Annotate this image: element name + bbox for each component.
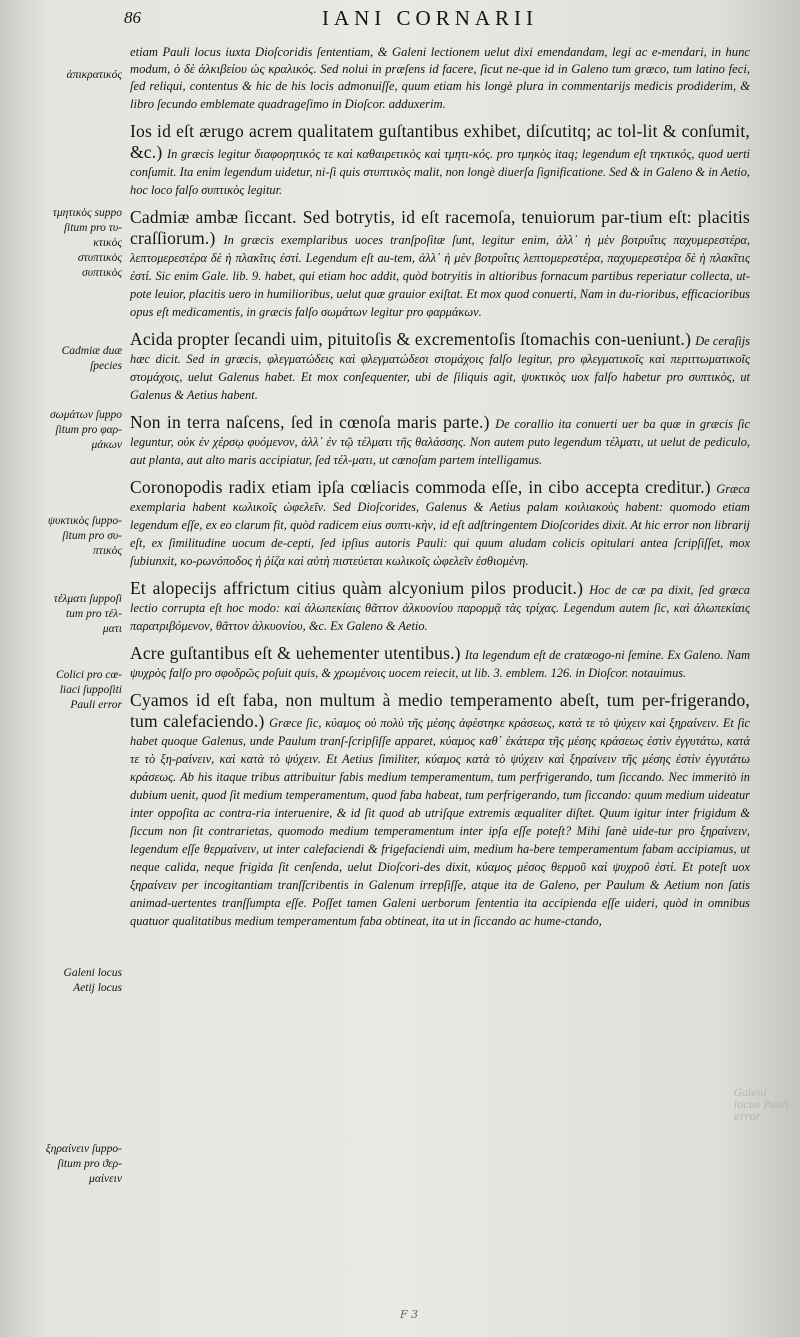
margin-note bbox=[6, 206, 122, 281]
commentary-text: In græcis exemplaribus uoces tranſpoſitæ ſunt, legitur enim, ἀλλ᾽ ἡ μὲν βοτρυΐτις παχυμερεστέρα, λεπτομερεστέρα δὲ ἡ πλακῖτις ἐστί. Legendum eſt au-tem, ἀλλ᾽ ἡ μὲν βοτρυΐτις λεπτομερεστέρα, παχυμερεστέρα δὲ ἡ πλακῖτις ἐστί. Sic enim Gale. lib. 9. habet, qui etiam hoc addit, quòd botryitis in altioribus fornacum partibus reperiatur collecta, ut-pote leuior, placitis uero in humilioribus, uelut quæ grauior exiſtat. Et mox quod conuerti, Nam in du-rioribus, efficacioribus opus eſt medicamentis, in græcis falſo σωμάτων legitur pro φαρμάκων. bbox=[130, 232, 751, 319]
signature-mark: F 3 bbox=[400, 1308, 419, 1321]
margin-note-line: στυπτικὸς bbox=[77, 252, 122, 264]
paragraph bbox=[130, 44, 750, 113]
margin-note-line: ſpecies bbox=[90, 360, 122, 372]
commentary-text: Ita legendum eſt de cratæogo-ni ſemine. Ex Galeno. Nam ψυχρὸς falſo pro σφοδρῶς poſuit quis, & χρωμένοις uocem reiecit, ut lib. 3. emblem. 126. in Dioſcor. notauimus. bbox=[130, 647, 751, 680]
margin-note-line: μαίνειν bbox=[89, 1173, 122, 1185]
page-number: 86 bbox=[124, 8, 141, 27]
margin-note-line: ἀπικρατικός bbox=[66, 69, 122, 81]
paragraph bbox=[130, 578, 750, 635]
lemma-text: Non in terra naſcens, ſed in cœnoſa maris parte.) bbox=[130, 411, 490, 432]
commentary-text: De ceraſijs hæc dicit. Sed in græcis, φλεγματώδεις καὶ φλεγματώδεσι στομάχοις falſo legitur, pro φλεγματικοῖς καὶ περιττωματικοῖς στομάχοις, uelut Galenus habet. Et mox conſequenter, ubi de ſiliquis agit, ψυκτικὸς uox falſo habetur pro συπτικὸς, ut Galenus & Aetius habent. bbox=[130, 333, 750, 402]
margin-note bbox=[6, 592, 122, 637]
margin-note-line: tum pro τέλ- bbox=[65, 608, 122, 620]
margin-note-line: ξηραίνειν ſuppo- bbox=[45, 1143, 122, 1155]
paragraph bbox=[130, 643, 750, 682]
margin-note-line: ſitum pro ϑερ- bbox=[57, 1158, 122, 1170]
paragraph bbox=[130, 329, 750, 404]
bleed-through-note: Galeni locus Pauli error bbox=[734, 1088, 789, 1123]
commentary-text: De corallio ita conuerti uer ba quæ in græcis ſic leguntur, οὐκ ἐν χέρσῳ φυόμενον, ἀλλ᾽ ἐν τῷ τέλματι τῆς θαλάσσης. Non autem puto legendum τέλματι, ut uelut de pediculo, aut planta, aut alto maris accipiatur, ſed τέλ-ματι, ut cœnoſam partem intelligamus. bbox=[130, 416, 750, 467]
margin-note-line: σωμάτων ſuppo bbox=[49, 409, 122, 421]
margin-note-line: Galeni locus bbox=[63, 967, 122, 979]
margin-note bbox=[6, 966, 122, 996]
margin-note bbox=[6, 344, 122, 374]
running-title: IANI CORNARII bbox=[321, 6, 539, 30]
lemma-text: Cyamos id eſt faba, non multum à medio temperamento abeſt, tum per-frigerando, tum calefaciendo.) bbox=[130, 689, 750, 731]
page-header bbox=[0, 0, 800, 36]
commentary-text: Hoc de cæ pa dixit, ſed græca lectio corrupta eſt hoc modo: καὶ ἀλωπεκίαις θᾶττον ἀλκυονίου παρορμᾷ τὰς τρίχας. Legendum autem ſic, καὶ ἀλωπεκίαις παρατριβόμενον, θᾶττον ἀλκυονίου, &c. Ex Galeno & Aetio. bbox=[130, 582, 750, 633]
margin-note-line: συπτικὸς bbox=[82, 267, 122, 279]
margin-note-line: Colici pro cœ- bbox=[55, 669, 122, 681]
paragraph bbox=[130, 477, 750, 570]
margin-note-line: ψυκτικὸς ſuppo- bbox=[47, 515, 122, 527]
margin-note-line: πτικὸς bbox=[92, 545, 122, 557]
paragraph bbox=[130, 412, 750, 469]
margin-note bbox=[6, 668, 122, 713]
paragraph bbox=[130, 207, 750, 321]
paragraph-text: etiam Pauli locus iuxta Dioſcoridis ſententiam, & Galeni lectionem uelut dixi emendandam, legi ac e-mendari, in hunc modum, ὁ δὲ ἀλκιβείου ὡς κραλικός. Sed nolui in præſens id facere, ſicut ne-que id in Galeno tum græco, tum latino feci, ſed reliqui, contentus & hic de his locis admonuiſſe, quum etiam his longè plura in commentarijs medicis prodiderim, & libro ſecundo emblemate quadrageſimo in Dioſcor. adduxerim. bbox=[130, 45, 750, 111]
lemma-text: Cadmiæ ambæ ſiccant. Sed botrytis, id eſt racemoſa, tenuiorum par-tium eſt: placitis craſſiorum.) bbox=[130, 206, 750, 248]
margin-note-line: ſitum pro συ- bbox=[62, 530, 122, 542]
margin-note-line: Pauli error bbox=[70, 699, 122, 711]
commentary-text: In græcis legitur διαφορητικός τε καὶ καθαιρετικὸς καὶ τμητι-κός. pro τμηκὸς itaq; legendum eſt τηκτικός, quod uerti conſumit. Ita enim legendum uidetur, ni-ſi quis στυπτικὸς malit, non longè diuerſa ſignificatione. Sed & in Galeno & in Aetio, hoc loco falſo συπτικὸς legitur. bbox=[130, 146, 751, 197]
commentary-text: Græce ſic, κύαμος οὐ πολὺ τῆς μέσης ἀφέστηκε κράσεως, κατά τε τὸ ψύχειν καὶ ξηραίνειν. Et ſic habet quoque Galenus, unde Paulum tranſ-ſcripſiſſe apparet, κύαμος καθ᾽ ἑκάτερα τῆς μέσης κράσεως ἐστὶν ἐγγυτάτω, κατά τε τὸ ξη-ραίνειν, καὶ κατὰ τὸ ψύχειν. Et Aetius ſimiliter, κύαμος κατὰ τὸ ψύχειν καὶ ξηραίνειν τῆς μέσης ἐστὶν ἐγγυτάτω κράσεως. Ab his itaque tribus attribuitur fabis medium temperamentum, tum perfrigerando, tum ſiccando. Nec immeritò in dubium uenit, quod ſit medium temperamentum, quod faba habeat, tum perfrigerando, tum ſiccando: quum medium uideatur inter oppoſita ac contra-ria interuenire, & id ſit quod ab utriſque extremis æqualiter diſtet. Quum igitur inter frigidum & ſiccum non ſit contrarietas, quomodo medium temperamentum inter ipſa eſſe poteſt? Mihi ſanè uide-tur pro ξηραίνειν, legendum eſſe θερμαίνειν, ut inter calefaciendi & frigefaciendi uim, medium ha-bere temperamentum fabam accipiamus, ut neque calida, neque frigida ſit cenſenda, uelut Dioſcori-des dixit, κύαμος μέσος θερμοῦ καὶ ψυχροῦ ἐστί. Et poteſt uox ξηραίνειν per incogitantiam tranſſcribentis in Galenum irrepſiſſe, atque ita de Galeno, per Paulum & Aetium non ſatis animad-uertentes tranſſumpta eſſe. Poſſet tamen Galeni uerborum ſententia ita accipienda eſſe uideri, quòd in omnibus quatuor qualitatibus medium temperamentum faba obtineat, ita ut in ſiccando ac hume-ctando, bbox=[130, 715, 751, 928]
commentary-text: Græca exemplaria habent κωλικοῖς ὠφελεῖν. Sed Dioſcorides, Galenus & Aetius palam κοιλιακοὺς habent: quomodo etiam legendum eſſe, ex eo clarum fit, quòd radicem eius συπτι-κὴν, id eſt adſtringentem Dioſcorides dixit. At hic error non librarij eſt, ex ſimilitudine uocum de-cepti, ſed ipſius autoris Pauli: qui quum aludam colicis opitulari antea ſcripſiſſet, mox ſubiunxit, κο-ρωνόποδος ἡ ῥίζα καὶ αὐτὴ πιστεύεται κωλικοῖς ὠφελεῖν ἐσθιομένη. bbox=[130, 481, 750, 568]
margin-note-line: κτικὸς bbox=[93, 237, 122, 249]
margin-note-line: Cadmiæ duæ bbox=[61, 345, 122, 357]
margin-note bbox=[6, 1142, 122, 1187]
margin-note-line: liaci ſuppoſiti bbox=[59, 684, 122, 696]
margin-note bbox=[6, 514, 122, 559]
margin-note-line: ματι bbox=[102, 623, 122, 635]
margin-note-line: ſitum pro τυ- bbox=[63, 222, 122, 234]
margin-note-line: μάκων bbox=[91, 439, 122, 451]
margin-note-line: ſitum pro φαρ- bbox=[55, 424, 122, 436]
margin-note bbox=[6, 68, 122, 83]
lemma-text: Coronopodis radix etiam ipſa cœliacis commoda eſſe, in cibo accepta creditur.) bbox=[130, 476, 711, 497]
margin-note-line: τέλματι ſuppoſi bbox=[53, 593, 122, 605]
lemma-text: Acida propter ſecandi uim, pituitoſis & excrementoſis ſtomachis con-ueniunt.) bbox=[130, 328, 692, 349]
lemma-text: Ios id eſt ærugo acrem qualitatem guſtantibus exhibet, diſcutitq; ac tol-lit & conſumit, &c.) bbox=[130, 120, 750, 162]
margin-note-line: τμητικὸς suppo bbox=[52, 207, 122, 219]
margin-note bbox=[6, 408, 122, 453]
main-text bbox=[130, 44, 750, 938]
margin-note-line: Aetij locus bbox=[73, 982, 122, 994]
lemma-text: Et alopecijs affrictum citius quàm alcyonium pilos producit.) bbox=[130, 577, 584, 598]
paragraph bbox=[130, 121, 750, 199]
paragraph bbox=[130, 690, 750, 930]
lemma-text: Acre guſtantibus eſt & uehementer utentibus.) bbox=[130, 642, 461, 663]
